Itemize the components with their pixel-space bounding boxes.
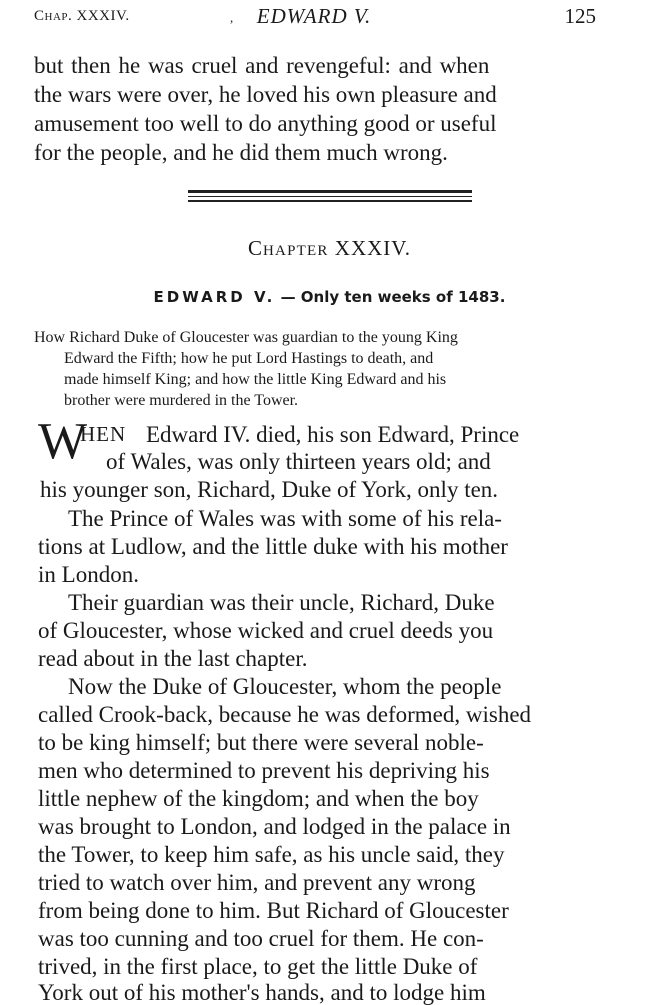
chapter-subtitle bbox=[0, 288, 659, 306]
summary-line: brother were murdered in the Tower. bbox=[64, 392, 299, 409]
summary-line: How Richard Duke of Gloucester was guardian to the young King bbox=[34, 329, 458, 346]
body-line: Now the Duke of Gloucester, whom the people bbox=[68, 674, 502, 699]
chapter-heading-numeral: XXXIV. bbox=[334, 236, 411, 260]
body-line: men who determined to prevent his depriving his bbox=[38, 758, 490, 783]
body-line: tions at Ludlow, and the little duke with his mother bbox=[38, 534, 508, 559]
page-number: 125 bbox=[564, 4, 596, 28]
body-line: of Gloucester, whose wicked and cruel deeds you bbox=[38, 618, 494, 643]
summary-line: Edward the Fifth; how he put Lord Hastings to death, and bbox=[64, 350, 434, 367]
body-line: from being done to him. But Richard of Gloucester bbox=[38, 898, 509, 923]
subtitle-name: EDWARD V. bbox=[153, 288, 276, 306]
header-title: EDWARD V. bbox=[256, 4, 372, 28]
header-mark: , bbox=[230, 10, 234, 25]
body-line: was too cunning and too cruel for them. He con- bbox=[38, 926, 484, 951]
summary-line: made himself King; and how the little King Edward and his bbox=[64, 371, 447, 388]
intro-line: the wars were over, he loved his own pleasure and bbox=[34, 82, 497, 107]
intro-line: amusement too well to do anything good or useful bbox=[34, 111, 497, 136]
body-line: tried to watch over him, and prevent any wrong bbox=[38, 870, 476, 895]
body-line: his younger son, Richard, Duke of York, only ten. bbox=[40, 477, 499, 502]
chapter-heading-initial: C bbox=[247, 236, 263, 260]
body-line: of Wales, was only thirteen years old; and bbox=[106, 449, 491, 474]
header-chapter: Chap. XXXIV. bbox=[34, 8, 130, 24]
intro-line: for the people, and he did them much wrong. bbox=[34, 140, 448, 165]
subtitle-rest: — Only ten weeks of 1483. bbox=[280, 288, 506, 306]
divider-rule bbox=[188, 190, 472, 193]
body-line: to be king himself; but there were several noble- bbox=[38, 730, 484, 755]
chapter-heading-word: HAPTER bbox=[263, 243, 329, 259]
body-line: little nephew of the kingdom; and when the boy bbox=[38, 786, 479, 811]
body-line: in London. bbox=[38, 562, 139, 587]
drop-cap: W bbox=[38, 413, 88, 470]
body-line: Edward IV. died, his son Edward, Prince bbox=[146, 422, 520, 447]
first-word-rest: HEN bbox=[80, 422, 127, 446]
body-line: The Prince of Wales was with some of his rela- bbox=[68, 506, 502, 531]
body-line: trived, in the first place, to get the little Duke of bbox=[38, 954, 478, 979]
body-line: read about in the last chapter. bbox=[38, 646, 308, 671]
body-line: called Crook-back, because he was deformed, wished bbox=[38, 702, 532, 727]
running-header bbox=[34, 4, 594, 30]
chapter-heading bbox=[0, 236, 659, 261]
body-line: the Tower, to keep him safe, as his uncle said, they bbox=[38, 842, 505, 867]
body-line: York out of his mother's hands, and to lodge him bbox=[38, 980, 486, 1005]
divider-rule bbox=[188, 200, 472, 202]
body-line: Their guardian was their uncle, Richard, Duke bbox=[68, 590, 495, 615]
divider-rule bbox=[188, 196, 472, 197]
body-line: was brought to London, and lodged in the palace in bbox=[38, 814, 511, 839]
intro-line: but then he was cruel and revengeful: and when bbox=[34, 53, 490, 78]
